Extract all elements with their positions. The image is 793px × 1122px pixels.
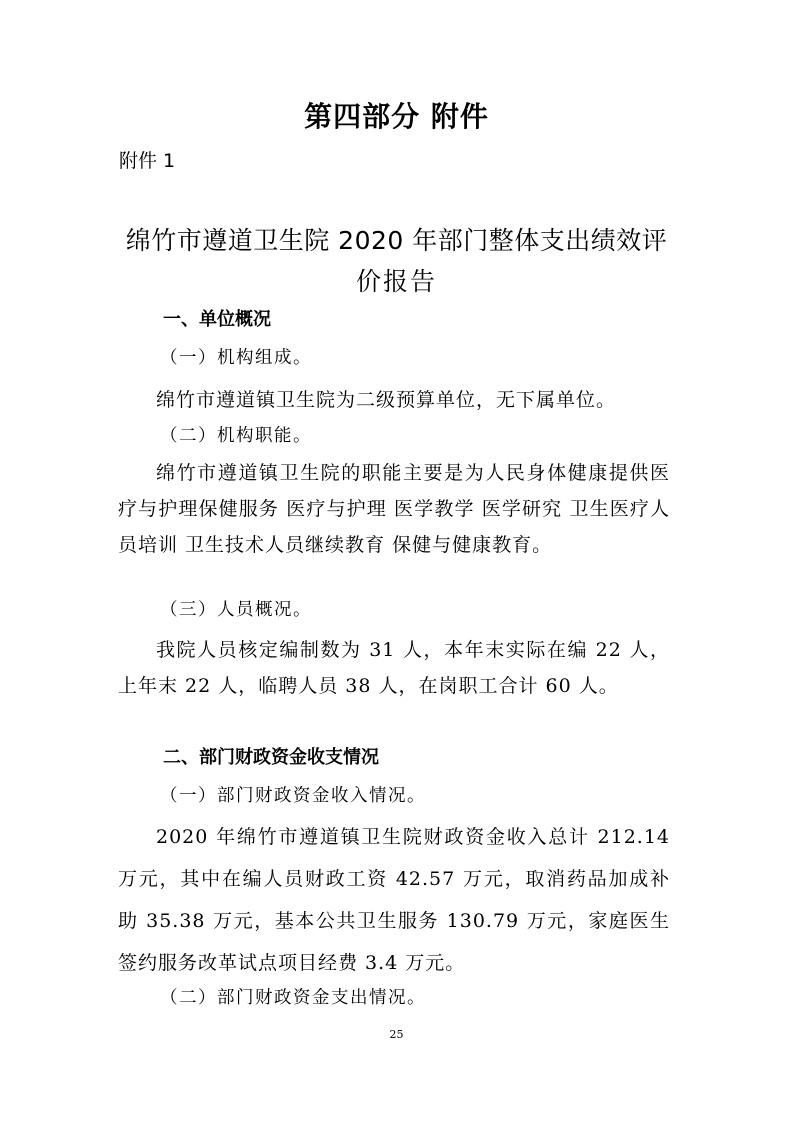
paragraph-text: 2020 年绵竹市遵道镇卫生院财政资金收入总计 212.14 万元，其中在编人员财政工资 42.57 万元，取消药品加成补助 35.38 万元，基本公共卫生服务 130.79 万元，家庭医生签约服务改革试点项目经费 3.4 万元。 [118, 826, 670, 974]
subheading-functions: （二）机构职能。 [160, 426, 312, 446]
annex-label: 附件 1 [119, 150, 176, 172]
paragraph-organization [118, 382, 670, 418]
document-title-line-1: 绵竹市遵道卫生院 2020 年部门整体支出绩效评 [125, 226, 668, 255]
paragraph-text: 绵竹市遵道镇卫生院的职能主要是为人民身体健康提供医疗与护理保健服务 医疗与护理 医学教学 医学研究 卫生医疗人员培训 卫生技术人员继续教育 保健与健康教育。 [118, 462, 670, 556]
paragraph-income [118, 816, 670, 984]
page-number: 25 [389, 1028, 404, 1041]
paragraph-text: 绵竹市遵道镇卫生院为二级预算单位，无下属单位。 [156, 389, 617, 411]
subheading-organization: （一）机构组成。 [160, 348, 312, 368]
paragraph-text: 我院人员核定编制数为 31 人，本年末实际在编 22 人，上年末 22 人，临聘人员 38 人，在岗职工合计 60 人。 [118, 639, 670, 697]
section-heading-finance: 二、部门财政资金收支情况 [163, 747, 379, 768]
subheading-personnel: （三）人员概况。 [160, 600, 312, 620]
part-title: 第四部分 附件 [304, 100, 489, 133]
paragraph-personnel [118, 632, 670, 704]
section-heading-unit-overview: 一、单位概况 [163, 309, 271, 330]
document-title-line-2: 价报告 [355, 267, 437, 296]
subheading-income: （一）部门财政资金收入情况。 [160, 786, 426, 806]
subheading-expenditure: （二）部门财政资金支出情况。 [160, 988, 426, 1008]
paragraph-functions [118, 455, 670, 563]
